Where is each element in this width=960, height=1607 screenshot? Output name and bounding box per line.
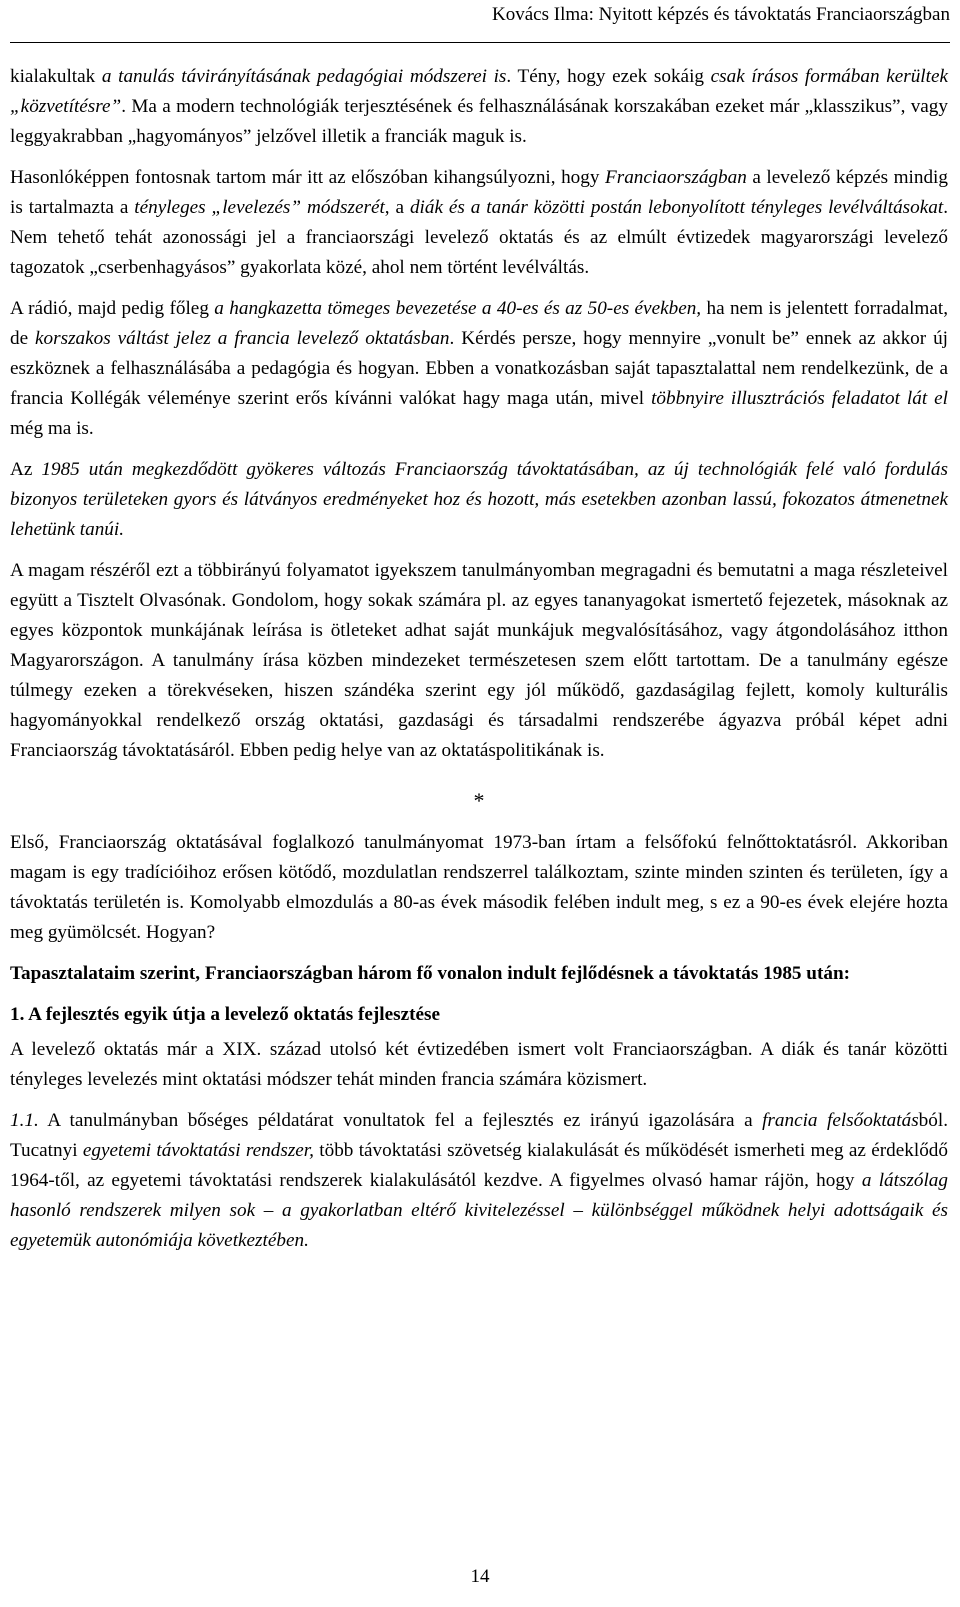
- text-run: még ma is.: [10, 418, 94, 439]
- text-run: ból. Tucatnyi: [10, 1110, 948, 1161]
- text-run: Hasonlóképpen fontosnak tartom már itt az előszóban kihangsúlyozni, hogy: [10, 167, 606, 188]
- text-run: A magam részéről ezt a többirányú folyamatot igyekszem tanulmányomban megragadni és bemutatni a maga részleteivel együtt a Tisztelt Olvasónak. Gondolom, hogy sokak számára pl. az egyes tananyagokat ismertető fejezetek, másoknak az egyes központok munkájának leírása is ötleteket adhat saját munkájuk megvalósításához, vagy átgondolásához itthon Magyarországon. A tanulmány írása közben mindezeket természetesen szem előtt tartottam. De a tanulmány egésze túlmegy ezeken a törekvéseken, hiszen szándéka szerint egy jól működő, gazdaságilag fejlett, komoly kulturális hagyományokkal rendelkező ország oktatási, gazdasági és társadalmi rendszerébe ágyazva próbál képet adni Franciaország távoktatásáról. Ebben pedig helye van az oktatáspolitikának is.: [10, 560, 948, 761]
- text-run: a levelező képzés mindig is tartalmazta a: [10, 167, 948, 218]
- text-run: ha nem is jelentett forradalmat, de: [10, 298, 948, 349]
- text-run: kialakultak: [10, 66, 102, 87]
- paragraph-5: [10, 556, 948, 766]
- text-run: A tanulmányban bőséges példatárat vonultatok fel a fejlesztés ez irányú igazolására a: [38, 1110, 763, 1131]
- text-run: , a: [384, 197, 410, 218]
- italic-text: diák és a tanár közötti postán lebonyolított tényleges levélváltásokat: [409, 197, 944, 218]
- text-run: . Ma a modern technológiák terjesztésének és felhasználásának korszakában ezeket már „klasszikus”, vagy leggyakrabban „hagyományos” jelzővel illetik a franciák maguk is.: [10, 96, 948, 147]
- italic-text: 1985 után megkezdődött gyökeres változás Franciaország távoktatásában, az új technológiák felé való fordulás bizonyos területeken gyors és látványos eredményeket hoz és hozott, más esetekben azonban lassú, fokozatos átmenetnek lehetünk tanúi.: [10, 459, 948, 540]
- paragraph-1: [10, 62, 948, 152]
- page-number: 14: [470, 1566, 490, 1587]
- italic-text: a látszólag hasonló rendszerek milyen sok – a gyakorlatban eltérő kivitelezéssel – különbséggel működnek helyi adottságaik és egyetemük autonómiája következtében.: [10, 1170, 948, 1251]
- italic-text: a hangkazetta tömeges bevezetése a 40-es és az 50-es években,: [214, 298, 702, 319]
- section-separator: *: [473, 788, 485, 813]
- paragraph-6: Első, Franciaország oktatásával foglalkozó tanulmányomat 1973-ban írtam a felsőfokú felnőttoktatásról. Akkoriban magam is egy tradícióihoz erősen kötődő, mozdulatlan rendszerrel találkoztam, szinte minden szinten és területen, így a távoktatás területén is. Komolyabb elmozdulás a 80-as évek második felében indult meg, s ez a 90-es évek elejére hozta meg gyümölcsét. Hogyan?: [10, 832, 948, 943]
- italic-text: egyetemi távoktatási rendszer,: [82, 1140, 314, 1161]
- italic-text: tényleges „levelezés” módszerét: [134, 197, 385, 218]
- text-run: . Tény, hogy ezek sokáig: [506, 66, 711, 87]
- paragraph-7: A levelező oktatás már a XIX. század utolsó két évtizedében ismert volt Franciaországban. A diák és tanár közötti tényleges levelezés mint oktatási módszer tehát minden francia számára közismert.: [10, 1039, 948, 1090]
- italic-text: korszakos váltást jelez a francia levelező oktatásban: [35, 328, 450, 349]
- italic-text: francia felsőoktatás: [762, 1110, 919, 1131]
- text-run: Az: [10, 459, 42, 480]
- italic-text: csak írásos formában kerültek „közvetítésre”: [10, 66, 948, 117]
- italic-text: Franciaországban: [605, 167, 747, 188]
- section-heading: 1. A fejlesztés egyik útja a levelező oktatás fejlesztése: [10, 1004, 440, 1025]
- text-run: . Nem tehető tehát azonossági jel a franciaországi levelező oktatás és az elmúlt évtizedek magyarországi levelező tagozatok „cserbenhagyásos” gyakorlata közé, ahol nem történt levélváltás.: [10, 197, 948, 278]
- running-header: Kovács Ilma: Nyitott képzés és távoktatás Franciaországban: [10, 0, 950, 43]
- paragraph-4: [10, 455, 948, 545]
- paragraph-3: [10, 294, 948, 444]
- italic-text: 1.1.: [10, 1110, 39, 1131]
- body-text: [10, 62, 948, 1267]
- italic-text: a tanulás távirányításának pedagógiai módszerei is: [101, 66, 507, 87]
- bold-heading: Tapasztalataim szerint, Franciaországban három fő vonalon indult fejlődésnek a távoktatás 1985 után:: [10, 963, 851, 984]
- italic-text: többnyire illusztrációs feladatot lát el: [651, 388, 948, 409]
- text-run: . Kérdés persze, hogy mennyire „vonult be” ennek az akkor új eszköznek a felhasználásába a pedagógia és hogyan. Ebben a vonatkozásban saját tapasztalattal nem rendelkezünk, de a francia Kollégák véleménye szerint erős kívánni valókat hagy maga után, mivel: [10, 328, 949, 409]
- text-run: több távoktatási szövetség kialakulását és működését ismerheti meg az érdeklődő 1964-től, az egyetemi távoktatási rendszerek kialakulásától kezdve. A figyelmes olvasó hamar rájön, hogy: [10, 1140, 948, 1191]
- paragraph-2: [10, 163, 948, 283]
- text-run: A rádió, majd pedig főleg: [10, 298, 215, 319]
- paragraph-8: [10, 1106, 948, 1256]
